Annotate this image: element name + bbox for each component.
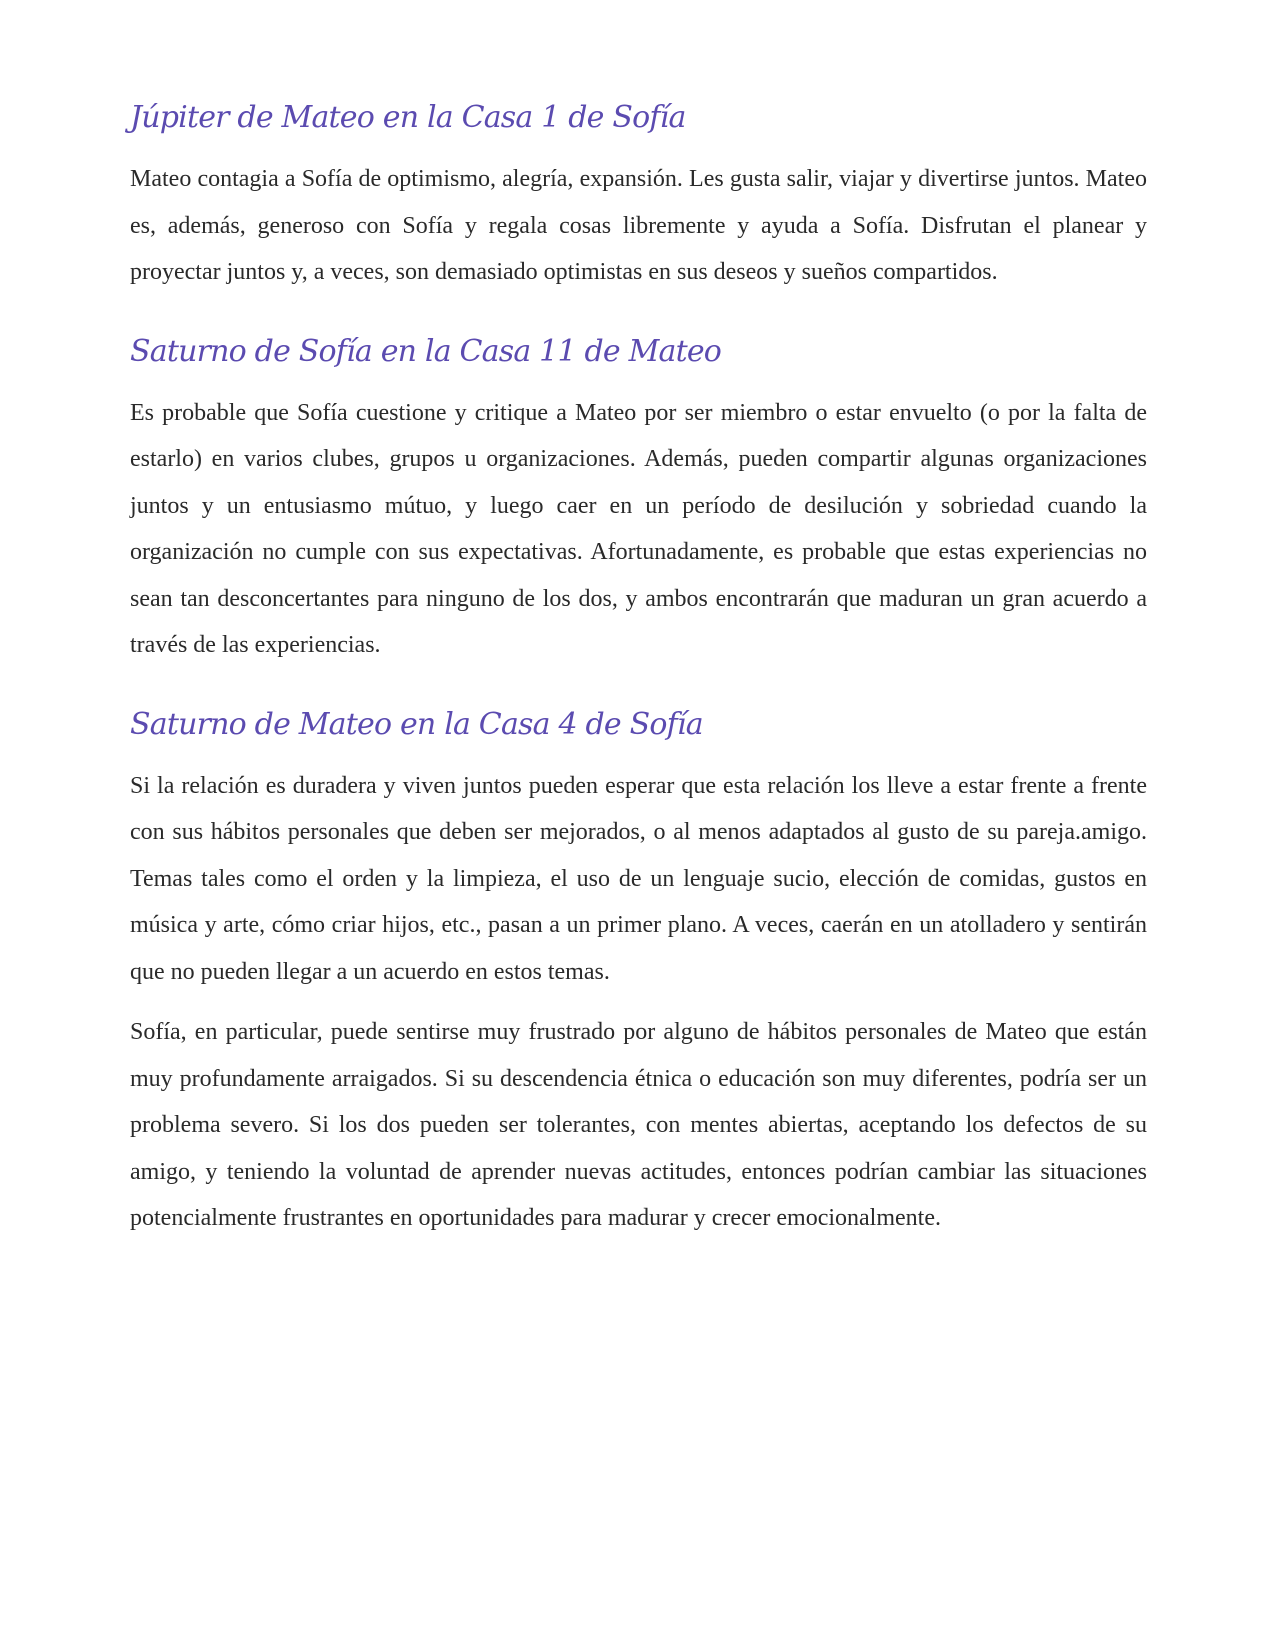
- section-saturno-mateo-casa-4: [130, 707, 1147, 1242]
- section-paragraph: Si la relación es duradera y viven juntos pueden esperar que esta relación los lleve a estar frente a frente con sus hábitos personales que deben ser mejorados, o al menos adaptados al gusto de su pareja.amigo. Temas tales como el orden y la limpieza, el uso de un lenguaje sucio, elección de comidas, gustos en música y arte, cómo criar hijos, etc., pasan a un primer plano. A veces, caerán en un atolladero y sentirán que no pueden llegar a un acuerdo en estos temas.: [130, 772, 1147, 985]
- section-paragraph: Es probable que Sofía cuestione y critique a Mateo por ser miembro o estar envuelto (o por la falta de estarlo) en varios clubes, grupos u organizaciones. Además, pueden compartir algunas organizaciones juntos y un entusiasmo mútuo, y luego caer en un período de desilución y sobriedad cuando la organización no cumple con sus expectativas. Afortunadamente, es probable que estas experiencias no sean tan desconcertantes para ninguno de los dos, y ambos encontrarán que maduran un gran acuerdo a través de las experiencias.: [130, 399, 1147, 658]
- section-title: Júpiter de Mateo en la Casa 1 de Sofía: [130, 100, 686, 135]
- section-jupiter-mateo-casa-1: [130, 100, 1147, 296]
- section-paragraph: Sofía, en particular, puede sentirse muy frustrado por alguno de hábitos personales de Mateo que están muy profundamente arraigados. Si su descendencia étnica o educación son muy diferentes, podría ser un problema severo. Si los dos pueden ser tolerantes, con mentes abiertas, aceptando los defectos de su amigo, y teniendo la voluntad de aprender nuevas actitudes, entonces podrían cambiar las situaciones potencialmente frustrantes en oportunidades para madurar y crecer emocionalmente.: [130, 1019, 1147, 1231]
- section-saturno-sofia-casa-11: [130, 334, 1147, 669]
- section-paragraph: Mateo contagia a Sofía de optimismo, alegría, expansión. Les gusta salir, viajar y divertirse juntos. Mateo es, además, generoso con Sofía y regala cosas libremente y ayuda a Sofía. Disfrutan el planear y proyectar juntos y, a veces, son demasiado optimistas en sus deseos y sueños compartidos.: [130, 166, 1147, 285]
- section-title: Saturno de Mateo en la Casa 4 de Sofía: [130, 706, 703, 742]
- section-title: Saturno de Sofía en la Casa 11 de Mateo: [130, 333, 722, 369]
- document-page: [130, 100, 1147, 1256]
